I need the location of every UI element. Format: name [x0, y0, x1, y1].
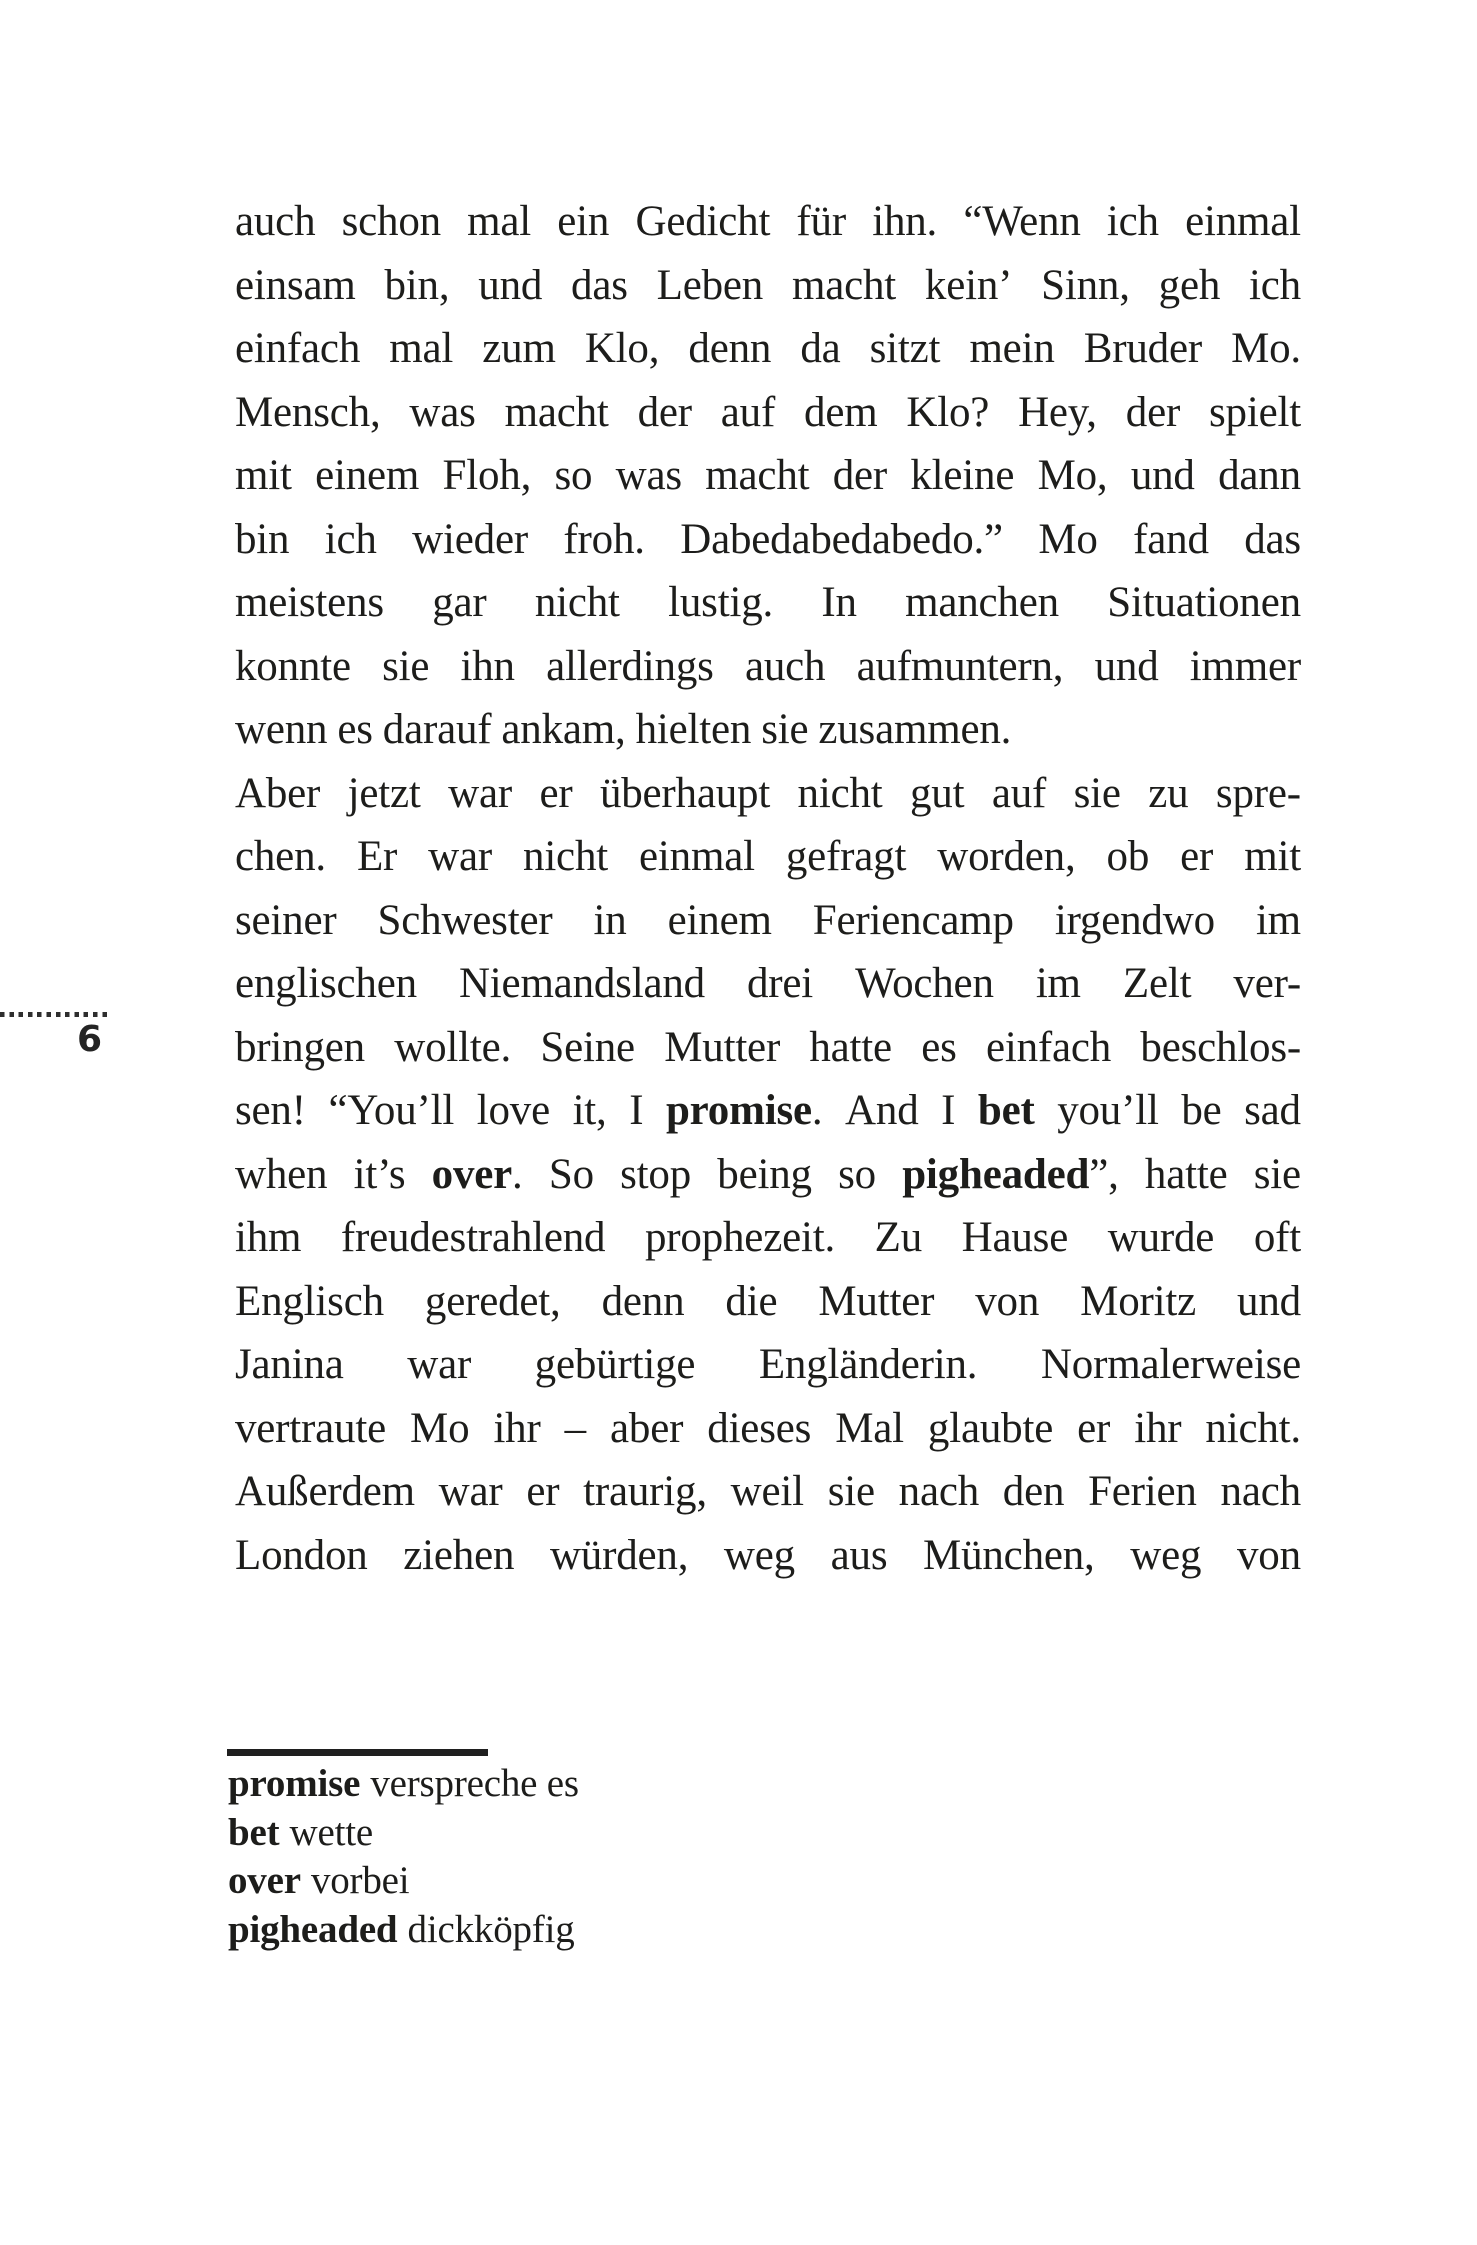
- glossary-term: bet: [228, 1810, 280, 1854]
- text-line: chen. Er war nicht einmal gefragt worden, ob er mit: [235, 833, 1301, 880]
- text-line: vertraute Mo ihr – aber dieses Mal glaubte er ihr nicht.: [235, 1404, 1301, 1452]
- text-line: Aber jetzt war er überhaupt nicht gut auf sie zu spre-: [235, 769, 1301, 817]
- text-line: sen! “You’ll love it, I promise. And I bet you’ll be sad: [235, 1087, 1301, 1134]
- glossary-entry: [228, 1809, 928, 1858]
- glossary-term: promise: [228, 1762, 361, 1805]
- glossary-entry: [228, 1760, 928, 1809]
- glossary-definition: wette: [289, 1810, 373, 1854]
- glossary-definition: verspreche es: [370, 1762, 579, 1805]
- text-line: einfach mal zum Klo, denn da sitzt mein Bruder Mo.: [235, 325, 1301, 372]
- text-line: Außerdem war er traurig, weil sie nach den Ferien nach: [235, 1468, 1301, 1515]
- text-line: wenn es darauf ankam, hielten sie zusammen.: [235, 706, 1012, 753]
- text-line: London ziehen würden, weg aus München, weg von: [235, 1531, 1301, 1579]
- glossary-term: over: [228, 1859, 301, 1902]
- page-number: 6: [76, 1019, 102, 1060]
- text-line: seiner Schwester in einem Feriencamp irgendwo im: [235, 896, 1301, 944]
- glossary-term: pigheaded: [228, 1907, 398, 1951]
- text-line: when it’s over. So stop being so pigheaded”, hatte sie: [235, 1150, 1301, 1198]
- glossary-entry: [228, 1906, 928, 1955]
- text-line: englischen Niemandsland drei Wochen im Zelt ver-: [235, 960, 1301, 1007]
- text-line: mit einem Floh, so was macht der kleine Mo, und dann: [235, 452, 1301, 499]
- text-line: ihm freudestrahlend prophezeit. Zu Hause wurde oft: [235, 1214, 1301, 1261]
- text-line: Englisch geredet, denn die Mutter von Moritz und: [235, 1277, 1301, 1325]
- text-line: Janina war gebürtige Engländerin. Normalerweise: [235, 1341, 1301, 1388]
- glossary-definition: vorbei: [310, 1859, 410, 1902]
- glossary-section: [228, 1760, 928, 1954]
- text-line: Mensch, was macht der auf dem Klo? Hey, der spielt: [235, 388, 1301, 436]
- body-text: [235, 190, 1301, 1587]
- glossary-definition: dickköpfig: [407, 1907, 575, 1951]
- text-line: auch schon mal ein Gedicht für ihn. “Wenn ich einmal: [235, 198, 1301, 245]
- text-line: einsam bin, und das Leben macht kein’ Sinn, geh ich: [235, 261, 1301, 309]
- margin-dotted-line: [0, 1012, 107, 1017]
- text-line: konnte sie ihn allerdings auch aufmuntern, und immer: [235, 642, 1301, 690]
- text-line: meistens gar nicht lustig. In manchen Situationen: [235, 579, 1301, 626]
- glossary-entry: [228, 1857, 928, 1906]
- glossary-divider: [227, 1749, 488, 1756]
- text-line: bin ich wieder froh. Dabedabedabedo.” Mo fand das: [235, 515, 1301, 563]
- text-line: bringen wollte. Seine Mutter hatte es einfach beschlos-: [235, 1023, 1301, 1071]
